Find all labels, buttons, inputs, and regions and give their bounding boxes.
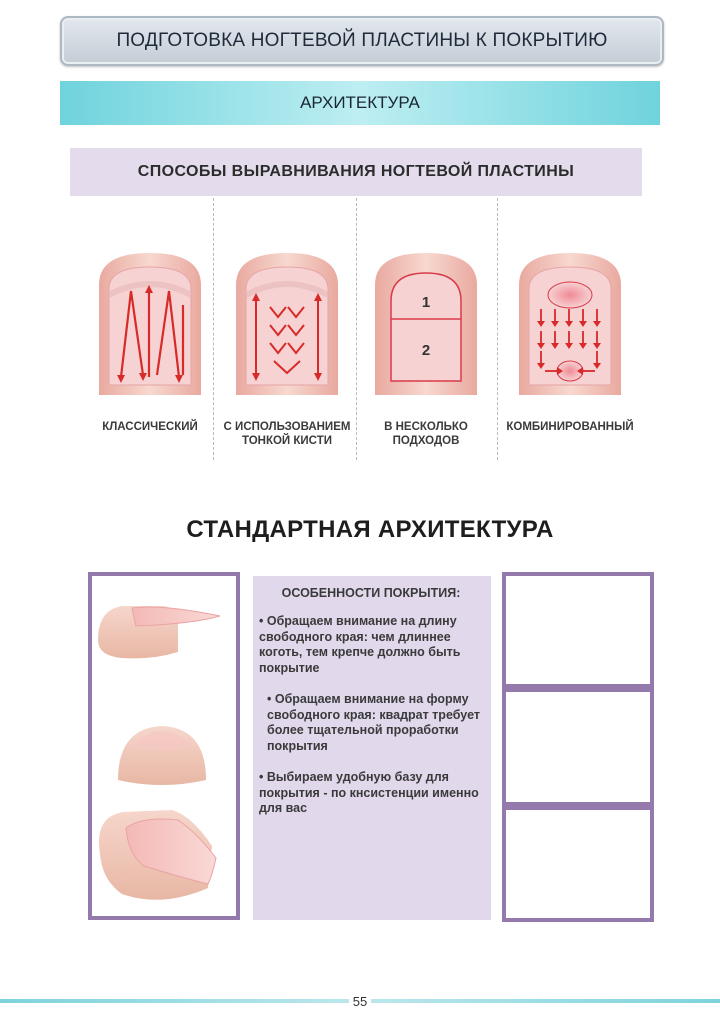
classic-nail-illustration <box>85 245 215 395</box>
combined-nail-illustration <box>505 245 635 395</box>
methods-title: СПОСОБЫ ВЫРАВНИВАНИЯ НОГТЕВОЙ ПЛАСТИНЫ <box>137 163 575 180</box>
page-number <box>0 994 720 1009</box>
several-passes-nail-illustration <box>361 245 491 395</box>
method-label: В НЕСКОЛЬКО ПОДХОДОВ <box>384 421 468 447</box>
page-number-text: 55 <box>349 994 371 1009</box>
method-classic <box>85 245 215 465</box>
page-header <box>60 16 664 66</box>
section-title: АРХИТЕКТУРА <box>300 93 420 112</box>
nail-shapes-illustration <box>92 576 236 916</box>
page-header-title: ПОДГОТОВКА НОГТЕВОЙ ПЛАСТИНЫ К ПОКРЫТИЮ <box>116 30 608 51</box>
nail-shapes-panel <box>88 572 240 920</box>
method-label: КОМБИНИРОВАННЫЙ <box>506 421 634 433</box>
feature-item: • Выбираем удобную базу для покрытия - по кнсистенции именно для вас <box>259 770 479 815</box>
empty-frame <box>502 572 654 688</box>
empty-frame <box>502 806 654 922</box>
section-bar <box>60 81 660 125</box>
features-panel <box>253 576 491 920</box>
feature-item: • Обращаем внимание на форму свободного края: квадрат требует более тщательной проработки покрытия <box>267 692 480 753</box>
method-several-passes <box>361 245 491 465</box>
thin-brush-nail-illustration <box>222 245 352 395</box>
standard-architecture-title: СТАНДАРТНАЯ АРХИТЕКТУРА <box>186 516 554 543</box>
methods-title-banner <box>70 148 642 196</box>
zone-label: 2 <box>421 342 431 359</box>
method-combined <box>505 245 635 465</box>
method-label: КЛАССИЧЕСКИЙ <box>102 421 198 433</box>
method-label: С ИСПОЛЬЗОВАНИЕМ ТОНКОЙ КИСТИ <box>223 421 351 447</box>
features-title: ОСОБЕННОСТИ ПОКРЫТИЯ: <box>281 586 461 600</box>
zone-label: 1 <box>421 294 431 311</box>
feature-item: • Обращаем внимание на длину свободного края: чем длиннее коготь, тем крепче должно быть покрытие <box>259 614 461 675</box>
method-thin-brush <box>222 245 352 465</box>
empty-frame <box>502 688 654 806</box>
